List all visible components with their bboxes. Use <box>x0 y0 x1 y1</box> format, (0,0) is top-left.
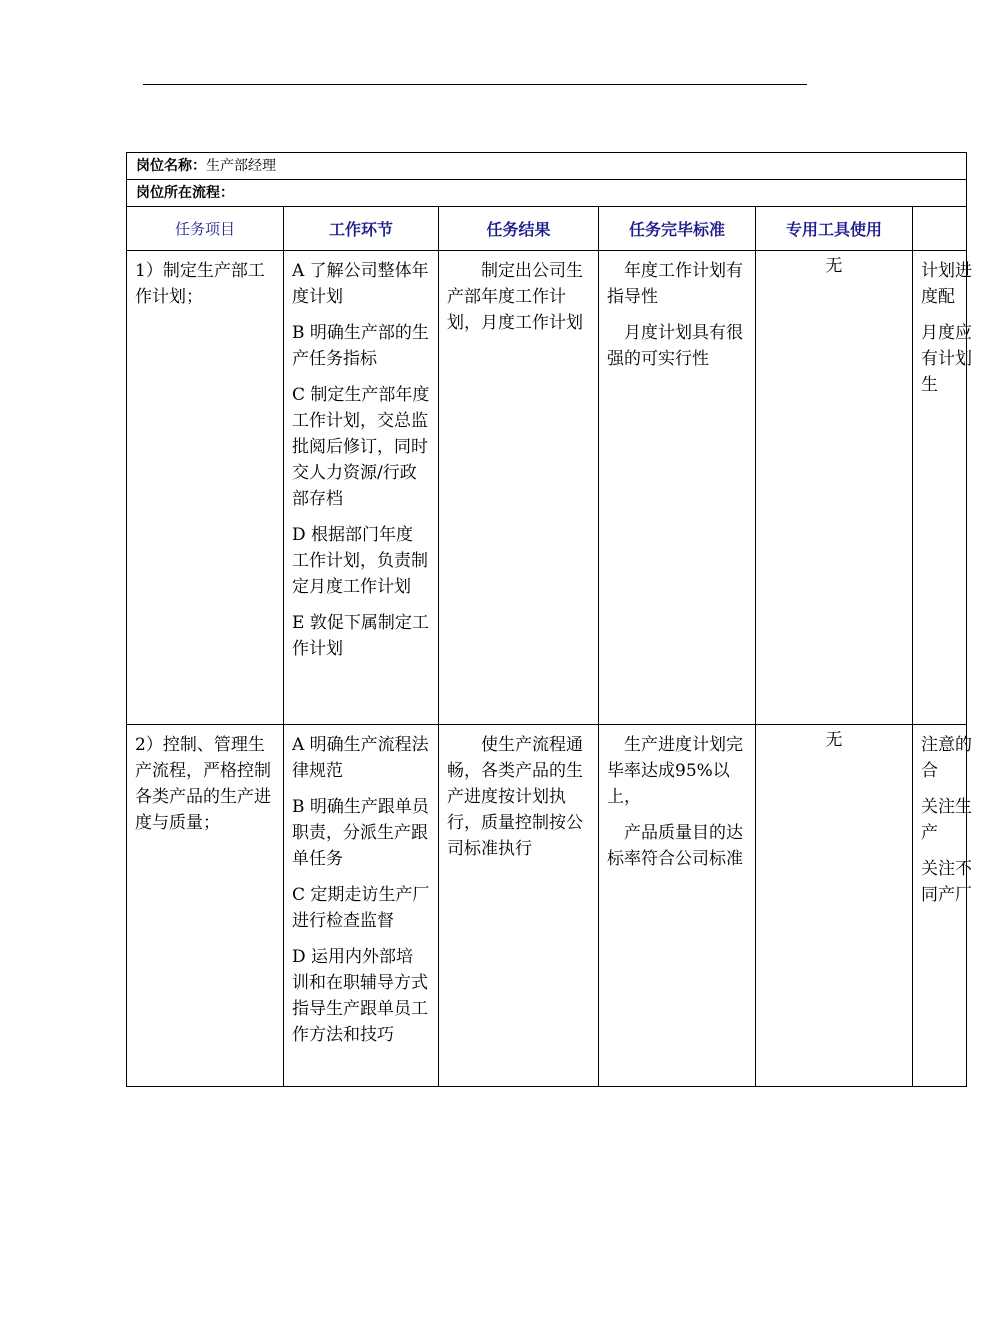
column-header-steps: 工作环节 <box>284 207 439 251</box>
column-header-result: 任务结果 <box>439 207 599 251</box>
column-header-standard: 任务完毕标准 <box>599 207 756 251</box>
steps-cell <box>284 251 439 725</box>
tools-cell: 无 <box>756 251 913 725</box>
extra-cell: 计划进度配 月度应有计划生 <box>913 251 967 725</box>
standard-cell <box>599 725 756 1087</box>
step-item: D 运用内外部培训和在职辅导方式指导生产跟单员工作方法和技巧 <box>292 947 428 1045</box>
position-name-label: 岗位名称： <box>136 158 206 174</box>
top-rule <box>143 84 807 85</box>
task-cell: 2）控制、管理生产流程，严格控制各类产品的生产进度与质量； <box>127 725 284 1087</box>
table-row <box>127 725 967 1087</box>
step-item: B 明确生产跟单员职责，分派生产跟单任务 <box>292 797 429 869</box>
step-item: D 根据部门年度工作计划，负责制定月度工作计划 <box>292 525 428 597</box>
step-item: A 明确生产流程法律规范 <box>292 735 429 781</box>
result-cell: 制定出公司生产部年度工作计划，月度工作计划 <box>439 251 599 725</box>
steps-cell <box>284 725 439 1087</box>
tools-cell: 无 <box>756 725 913 1087</box>
task-cell: 1）制定生产部工作计划； <box>127 251 284 725</box>
standard-item: 年度工作计划有指导性 <box>607 261 743 307</box>
standard-cell <box>599 251 756 725</box>
job-task-table <box>126 152 972 1087</box>
table-row <box>127 251 967 725</box>
result-cell: 使生产流程通畅，各类产品的生产进度按计划执行，质量控制按公司标准执行 <box>439 725 599 1087</box>
column-header-tools: 专用工具使用 <box>756 207 913 251</box>
position-name-row <box>127 153 967 180</box>
standard-item: 产品质量目的达标率符合公司标准 <box>607 823 743 869</box>
position-name-value: 生产部经理 <box>206 158 276 174</box>
standard-item: 月度计划具有很强的可实行性 <box>607 323 743 369</box>
extra-cell: 注意的合 关注生产 关注不同产厂 <box>913 725 967 1087</box>
process-row <box>127 180 967 207</box>
standard-item: 生产进度计划完毕率达成95%以上， <box>607 735 743 807</box>
step-item: B 明确生产部的生产任务指标 <box>292 323 429 369</box>
column-header-task: 任务项目 <box>127 207 284 251</box>
step-item: A 了解公司整体年度计划 <box>292 261 429 307</box>
step-item: C 制定生产部年度工作计划，交总监批阅后修订，同时交人力资源/行政部存档 <box>292 385 430 509</box>
process-label: 岗位所在流程： <box>136 185 234 201</box>
step-item: E 敦促下属制定工作计划 <box>292 613 429 659</box>
step-item: C 定期走访生产厂进行检查监督 <box>292 885 430 931</box>
column-header-row <box>127 207 967 251</box>
column-header-extra <box>913 207 967 251</box>
